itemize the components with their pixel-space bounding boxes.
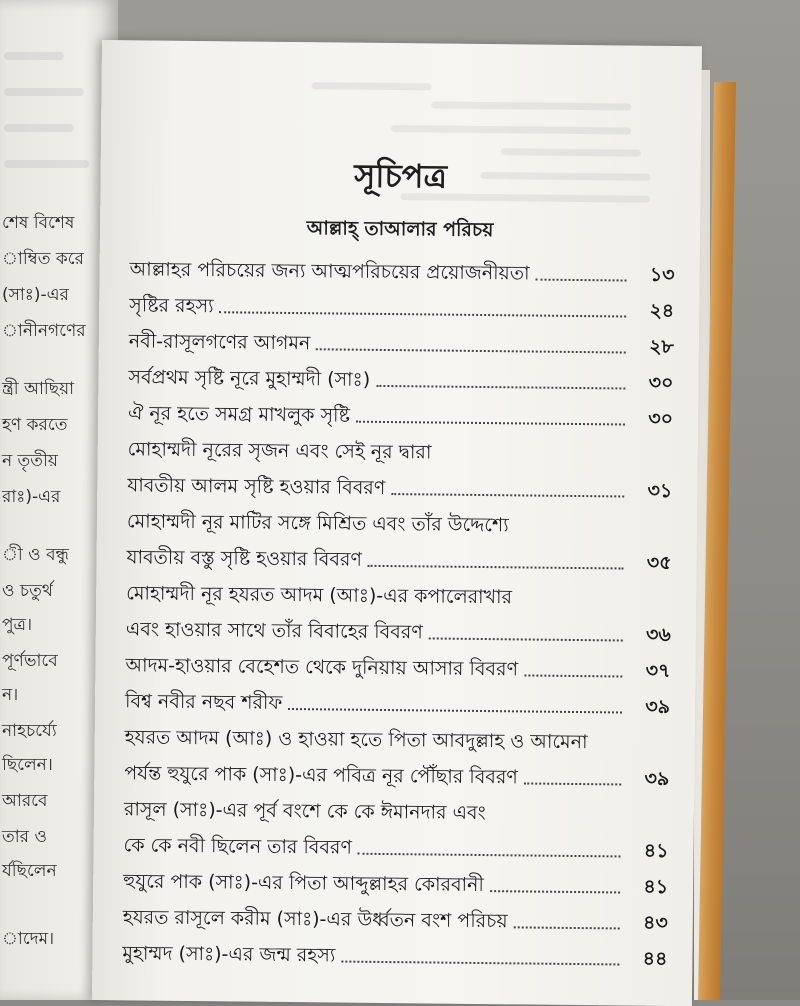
dot-leader	[429, 637, 623, 641]
toc-entry	[129, 245, 674, 287]
toc-entry-title: যাবতীয় আলম সৃষ্টি হওয়ার বিবরণ	[127, 474, 386, 500]
dot-leader	[356, 421, 625, 426]
toc-page-number: ৪১	[643, 875, 669, 899]
toc-entry-title: যাবতীয় বস্তু সৃষ্টি হওয়ার বিবরণ	[126, 546, 363, 571]
left-page-line: তার ও	[2, 827, 47, 847]
dot-leader	[535, 279, 626, 282]
toc-entry-title: সর্বপ্রথম সৃষ্টি নূরে মুহাম্মদী (সাঃ)	[128, 366, 371, 392]
left-page-line: ী ও বন্ধু	[2, 545, 70, 565]
toc-entry	[123, 821, 668, 863]
bleed-through	[4, 88, 84, 96]
toc-page-number: ৪৪	[642, 947, 668, 971]
toc-entry	[125, 677, 670, 719]
dot-leader	[376, 385, 625, 390]
toc-entry-title: পর্যন্ত হুযুরে পাক (সাঃ)-এর পবিত্র নূর পৌঁছার বিবরণ	[124, 762, 518, 789]
toc-entry-title: বিশ্ব নবীর নছব শরীফ	[124, 690, 283, 715]
toc-page-number: ৪৩	[642, 911, 668, 935]
toc-entry-title: মুহাম্মদ (সাঃ)-এর জন্ম রহস্য	[122, 942, 336, 967]
toc-entry	[125, 641, 670, 683]
toc-entry	[127, 497, 672, 539]
dot-leader	[220, 311, 627, 317]
bleed-through	[311, 82, 431, 90]
toc-entry	[124, 785, 669, 827]
page-title: সূচিপত্র	[353, 156, 448, 196]
toc-page-number: ৩০	[648, 407, 674, 431]
bleed-through	[431, 101, 631, 110]
dot-leader	[524, 782, 621, 785]
bleed-through	[391, 125, 631, 135]
toc-entry	[129, 281, 674, 323]
toc-page-number: ৩০	[648, 371, 674, 395]
left-page-line: শেষ বিশেষ	[2, 213, 75, 233]
dot-leader	[514, 926, 620, 929]
toc-entry	[129, 317, 674, 359]
dot-leader	[288, 708, 622, 713]
toc-page-number: ৩৬	[645, 623, 671, 647]
left-page-line: ছিলেন।	[2, 755, 53, 775]
toc-entry-title: নবী-রাসূলগণের আগমন	[128, 330, 311, 355]
toc-entry-title: হযরত রাসূলে করীম (সাঃ)-এর উর্ধ্বতন বংশ পরিচয়	[122, 906, 508, 933]
toc-page-number: ৩৯	[644, 767, 670, 791]
toc-entry	[125, 713, 670, 755]
left-page-line: ন তৃতীয়	[2, 451, 58, 471]
left-page-line: আরবে	[2, 791, 48, 811]
left-page-line: াদেম।	[2, 929, 55, 949]
toc-entry	[127, 461, 672, 503]
table-of-contents	[122, 245, 675, 971]
toc-entry	[126, 533, 671, 575]
left-page-line: র্যছিলেন	[2, 861, 57, 881]
left-page-line: ানীনগণের	[2, 321, 86, 341]
toc-entry-title: মোহাম্মদী নূরের সৃজন এবং সেই নূর দ্বারা	[127, 438, 432, 464]
left-page-line: ন্ত্রী আছিয়া	[2, 379, 75, 399]
left-page-line: ও চতুর্থ	[2, 581, 53, 601]
toc-entry	[122, 929, 667, 971]
dot-leader	[524, 674, 622, 677]
dot-leader	[316, 348, 626, 353]
left-page-line: াম্বিত করে	[2, 249, 84, 269]
toc-page-number: ২৮	[649, 335, 674, 359]
toc-page-number: ২৪	[649, 299, 675, 323]
toc-entry	[123, 857, 668, 899]
toc-page-number: ৩১	[647, 479, 673, 503]
toc-page-number: ৩৫	[646, 551, 672, 575]
toc-entry-title: আল্লাহর পরিচয়ের জন্য আত্মপরিচয়ের প্রয়োজনীয়তা	[129, 258, 530, 285]
section-heading: আল্লাহ্ তাআলার পরিচয়	[306, 217, 494, 242]
toc-page-number: ৪১	[643, 839, 669, 863]
left-page-line: পূর্ণভাবে	[2, 651, 58, 671]
left-page-line: হণ করতে	[2, 415, 68, 435]
bleed-through	[4, 52, 64, 60]
left-page-line: ন।	[2, 685, 19, 705]
toc-entry	[123, 893, 668, 935]
toc-page-number: ৩৭	[645, 659, 671, 683]
left-page-line: রাঃ)-এর	[2, 487, 61, 507]
bleed-through	[4, 160, 89, 168]
toc-page-number: ৩৯	[645, 695, 671, 719]
dot-leader	[341, 961, 619, 966]
toc-entry-title: এবং হাওয়ার সাথে তাঁর বিবাহের বিবরণ	[125, 618, 423, 644]
dot-leader	[490, 890, 620, 893]
toc-entry-title: হযরত আদম (আঃ) ও হাওয়া হতে পিতা আবদুল্লাহ ও আমেনা	[124, 726, 588, 754]
toc-entry-title: মোহাম্মদী নূর মাটির সঙ্গে মিশ্রিত এবং তাঁর উদ্দেশ্যে	[126, 510, 509, 537]
toc-entry	[126, 569, 671, 611]
toc-entry	[128, 389, 673, 431]
toc-entry-title: হুযুরে পাক (সাঃ)-এর পিতা আব্দুল্লাহর কোরবানী	[123, 870, 485, 897]
left-page-line: (সাঃ)-এর	[2, 285, 69, 305]
toc-entry	[124, 749, 669, 791]
toc-entry-title: কে কে নবী ছিলেন তার বিবরণ	[123, 834, 353, 859]
toc-page-number: ১৩	[649, 263, 675, 287]
toc-entry-title: সৃষ্টির রহস্য	[129, 294, 214, 318]
toc-entry	[128, 353, 673, 395]
toc-entry-title: মোহাম্মদী নূর হযরত আদম (আঃ)-এর কপালেরাখার	[126, 582, 513, 609]
dot-leader	[391, 493, 624, 497]
toc-entry	[126, 605, 671, 647]
left-page-line: নাহচর্য্যে	[2, 721, 57, 741]
toc-entry-title: রাসূল (সাঃ)-এর পূর্ব বংশে কে কে ঈমানদার এবং	[123, 798, 486, 825]
toc-entry	[128, 425, 673, 467]
toc-entry-title: ঐ নূর হতে সমগ্র মাখলুক সৃষ্টি	[127, 402, 351, 427]
bleed-through	[4, 124, 74, 132]
dot-leader	[368, 565, 624, 570]
toc-entry-title: আদম-হাওয়ার বেহেশত থেকে দুনিয়ায় আসার বিবরণ	[125, 654, 519, 681]
contents-page	[92, 40, 702, 1006]
left-page-line: পুত্র।	[2, 615, 33, 635]
dot-leader	[358, 853, 621, 858]
